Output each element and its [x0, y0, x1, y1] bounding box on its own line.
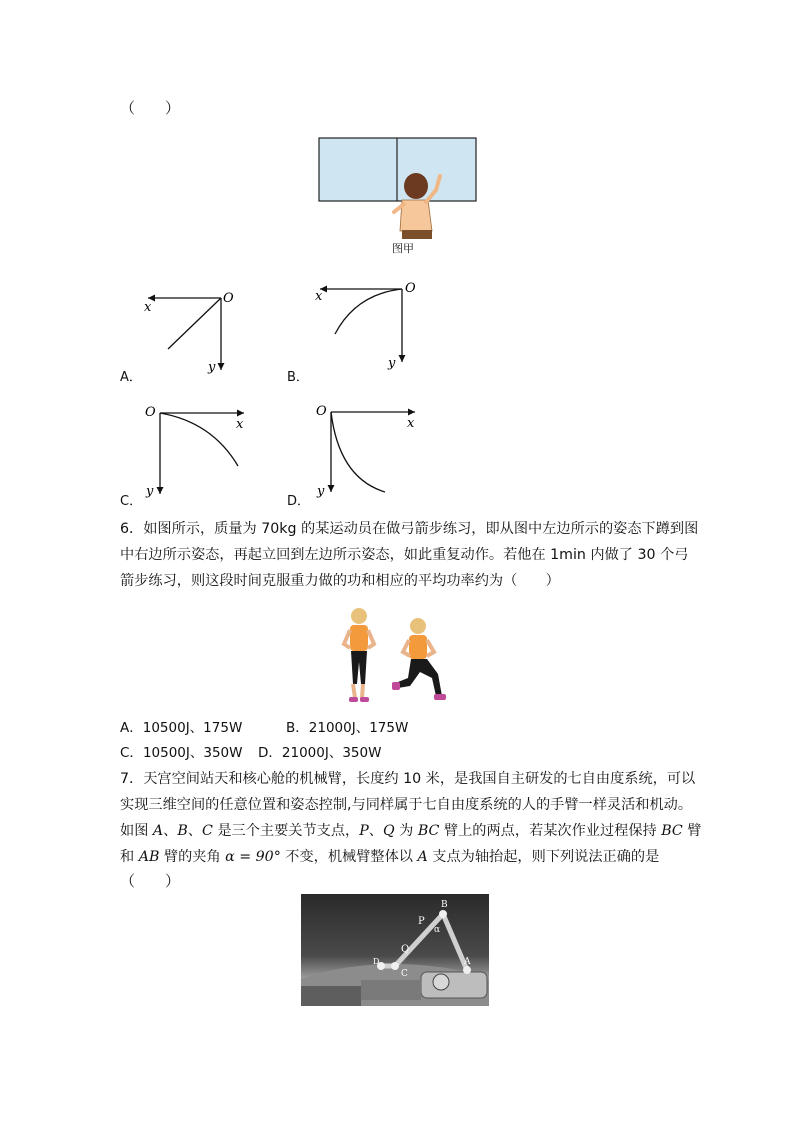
- option-c-y-label: y: [146, 484, 154, 499]
- q6-option-a: A．10500J、175W: [120, 720, 243, 736]
- photo-label-a: A: [464, 957, 471, 967]
- figure-jia-caption: 图甲: [392, 242, 414, 255]
- photo-label-c: C: [401, 969, 408, 979]
- q6-line-2: 中右边所示姿态，再起立回到左边所示姿态，如此重复动作。若他在 1min 内做了 30 个弓: [120, 547, 689, 563]
- answer-bracket: （ ）: [120, 99, 181, 117]
- q7-robotic-arm-photo: [301, 894, 489, 1006]
- option-b-origin-label: O: [405, 281, 416, 296]
- option-c-label: C．: [120, 494, 143, 509]
- option-b-y-label: y: [388, 356, 396, 371]
- option-d-graph: [311, 400, 423, 500]
- option-a-x-label: x: [144, 300, 152, 315]
- option-b-label: B．: [287, 370, 309, 385]
- option-b-graph: [310, 280, 422, 372]
- figure-jia-illustration: [316, 136, 480, 242]
- q7-line-1: 7．天宫空间站天和核心舱的机械臂，长度约 10 米，是我国自主研发的七自由度系统，可以: [120, 771, 696, 787]
- option-a-label: A．: [120, 370, 142, 385]
- q6-line-1: 6．如图所示，质量为 70kg 的某运动员在做弓箭步练习，即从图中左边所示的姿态下蹲到图: [120, 521, 699, 537]
- photo-label-q: Q: [401, 944, 410, 955]
- q6-option-c: C．10500J、350W: [120, 745, 243, 761]
- q6-option-b: B．21000J、175W: [286, 720, 409, 736]
- option-a-origin-label: O: [223, 291, 234, 306]
- photo-label-d: D: [373, 957, 380, 966]
- option-b-x-label: x: [315, 289, 323, 304]
- q6-option-d: D．21000J、350W: [258, 745, 382, 761]
- q7-line-4: 和 AB 臂的夹角 α = 90° 不变，机械臂整体以 A 支点为轴抬起，则下列说法正确的是: [120, 849, 660, 865]
- option-c-origin-label: O: [145, 405, 156, 420]
- photo-label-p: P: [418, 916, 425, 927]
- q7-line-2: 实现三维空间的任意位置和姿态控制,与同样属于七自由度系统的人的手臂一样灵活和机动。: [120, 797, 693, 813]
- option-d-origin-label: O: [316, 404, 327, 419]
- q7-line-3: 如图 A、B、C 是三个主要关节支点，P、Q 为 BC 臂上的两点，若某次作业过程保持 BC 臂: [120, 823, 702, 839]
- option-a-graph: [140, 286, 240, 378]
- option-d-label: D．: [287, 494, 311, 509]
- photo-label-b: B: [441, 900, 448, 910]
- q7-answer-bracket: （ ）: [120, 872, 181, 890]
- option-c-graph: [140, 402, 252, 500]
- option-d-x-label: x: [407, 416, 415, 431]
- q6-line-3: 箭步练习，则这段时间克服重力做的功和相应的平均功率约为（ ）: [120, 573, 560, 589]
- q6-athletes-photo: [334, 604, 452, 710]
- photo-label-alpha: α: [434, 925, 441, 935]
- option-d-y-label: y: [317, 484, 325, 499]
- option-a-y-label: y: [208, 360, 216, 375]
- option-c-x-label: x: [236, 417, 244, 432]
